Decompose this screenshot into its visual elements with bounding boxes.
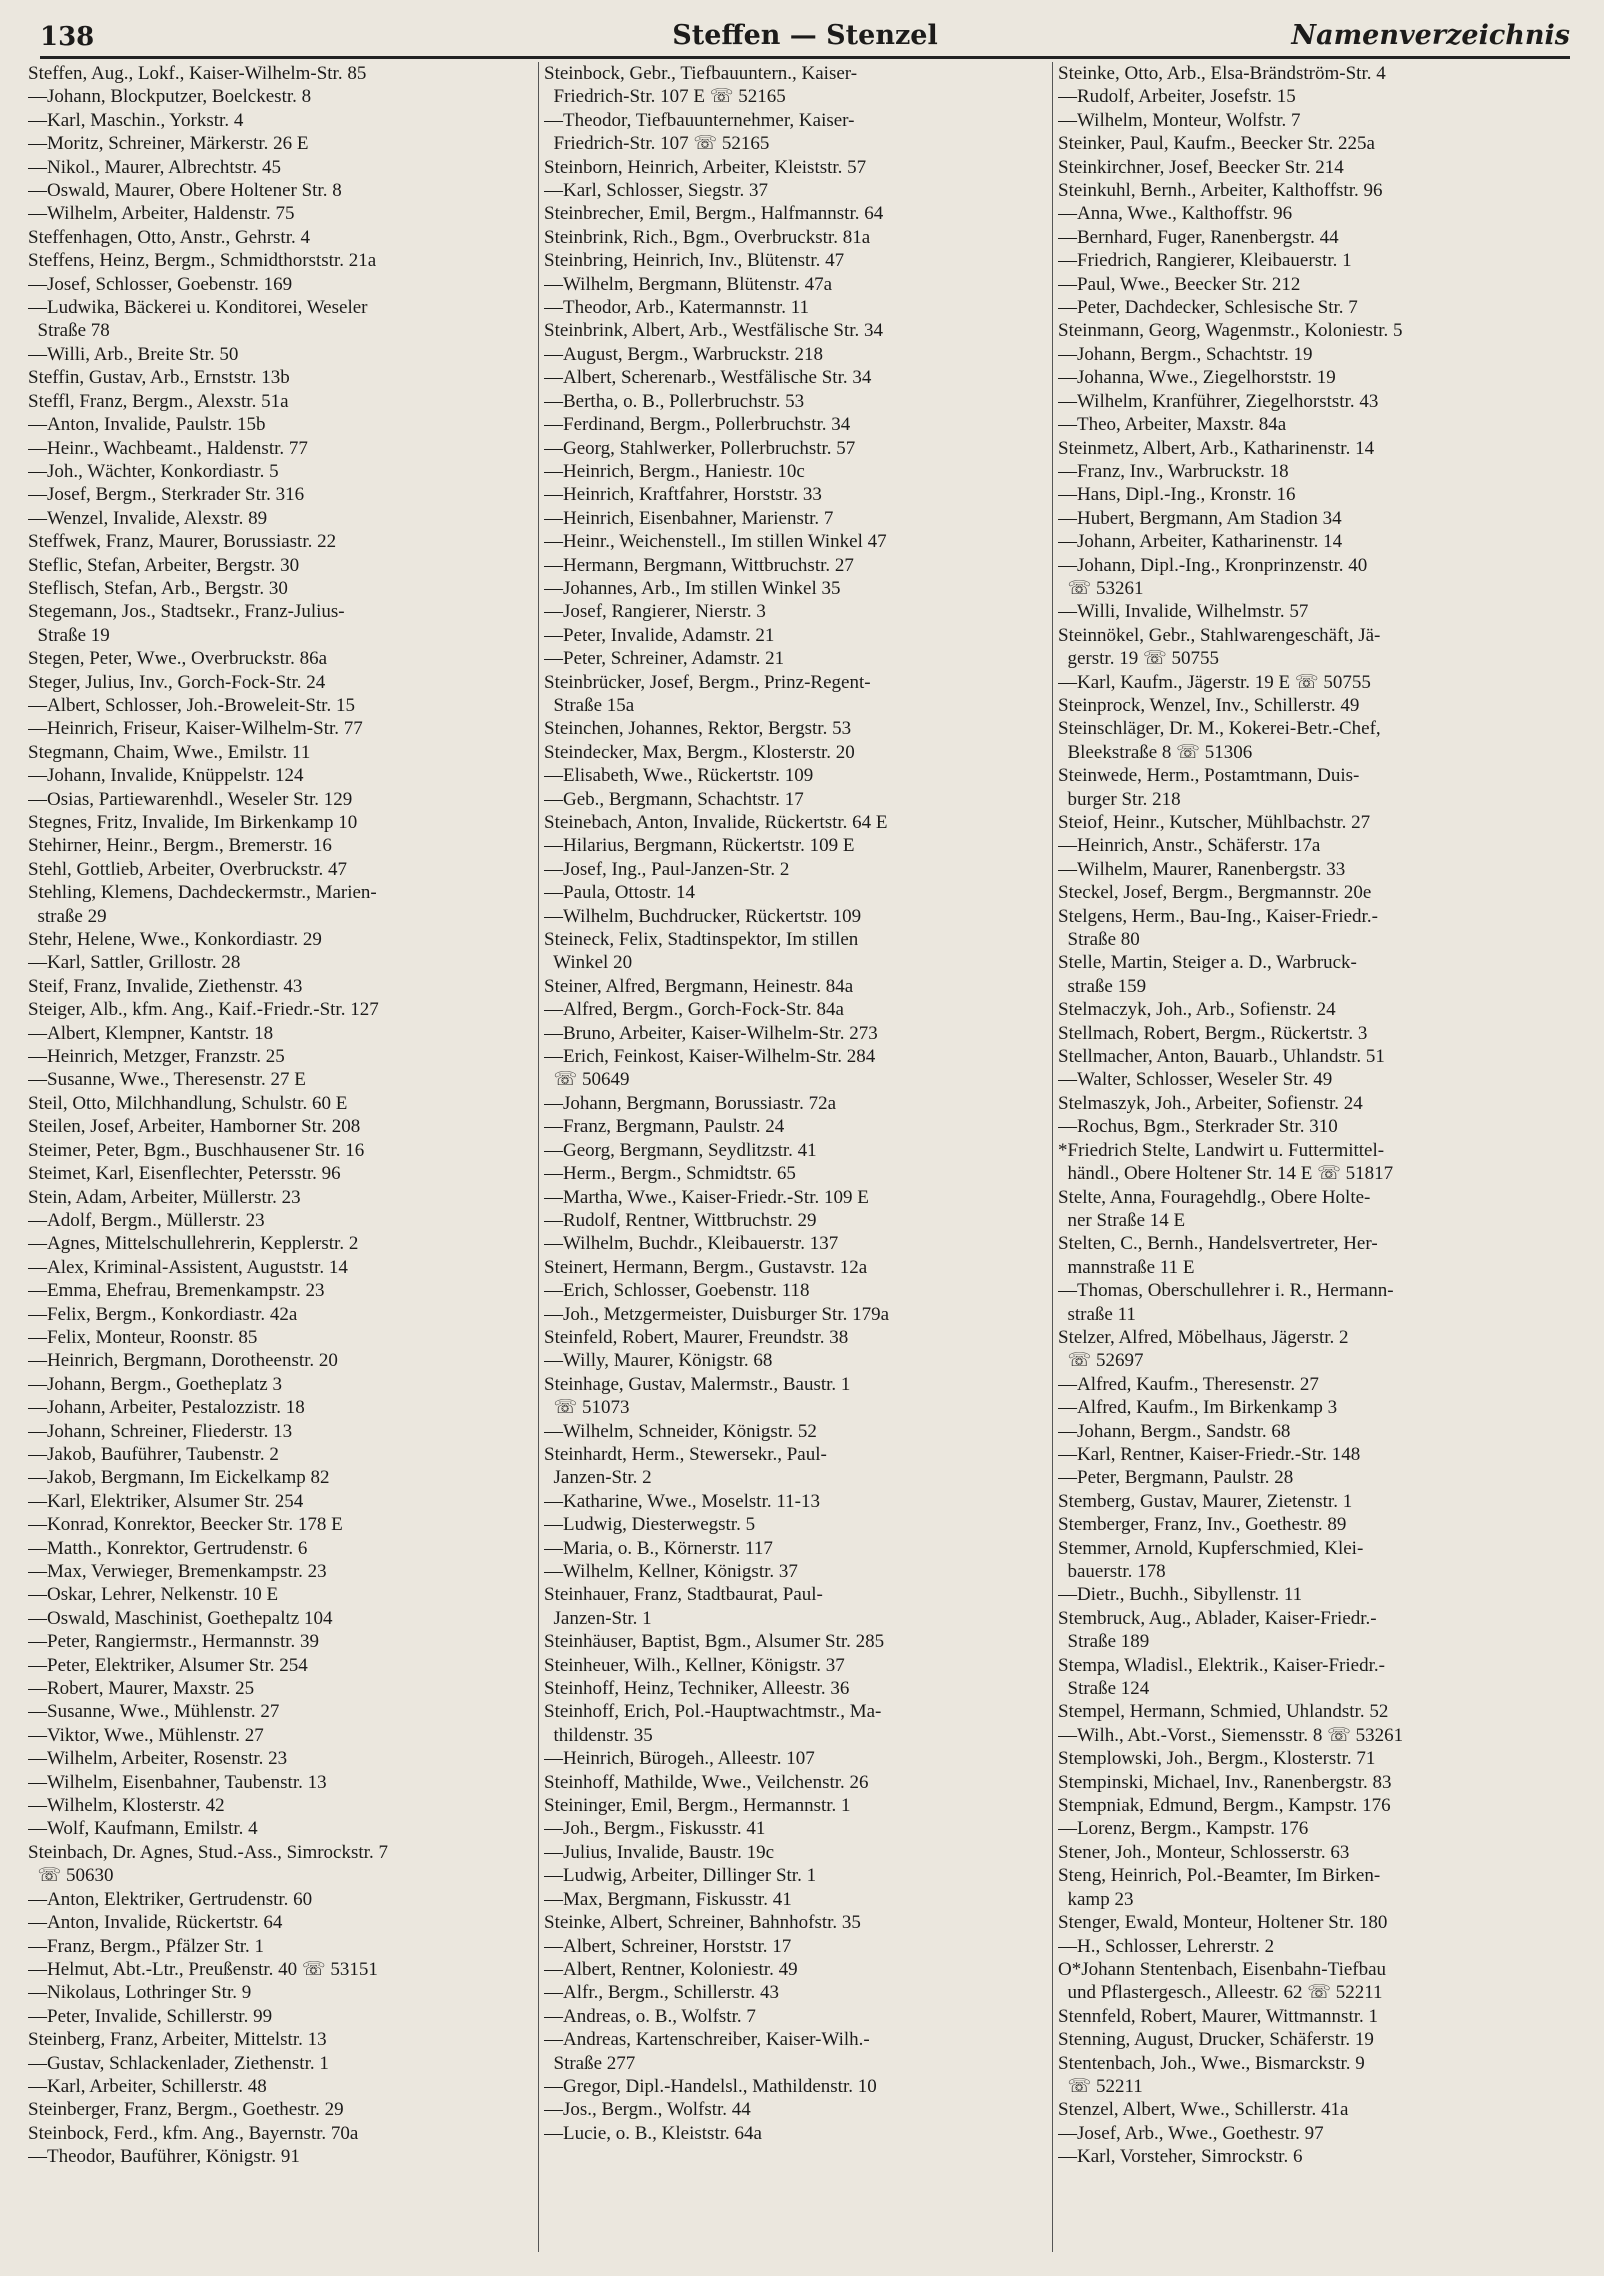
directory-entry: —Wolf, Kaufmann, Emilstr. 4 xyxy=(28,1818,258,1840)
directory-entry: —Wilhelm, Buchdrucker, Rückertstr. 109 xyxy=(544,905,862,927)
directory-entry: —Franz, Inv., Warbruckstr. 18 xyxy=(1058,460,1289,482)
column-divider xyxy=(538,62,539,2252)
directory-entry: —Bruno, Arbeiter, Kaiser-Wilhelm-Str. 273 xyxy=(544,1022,878,1044)
directory-entry: Steinhauer, Franz, Stadtbaurat, Paul- xyxy=(544,1584,823,1606)
directory-entry: —Albert, Rentner, Koloniestr. 49 xyxy=(544,1958,798,1980)
directory-entry: —Wilhelm, Maurer, Ranenbergstr. 33 xyxy=(1058,858,1346,880)
directory-entry: —Johann, Arbeiter, Katharinenstr. 14 xyxy=(1058,531,1343,553)
section-title: Namenverzeichnis xyxy=(1291,20,1570,51)
directory-entry: Steffens, Heinz, Bergm., Schmidthorststr. 21a xyxy=(28,250,377,272)
directory-entry: Steinbrink, Rich., Bgm., Overbruckstr. 81a xyxy=(544,226,871,248)
directory-entry: Stellmacher, Anton, Bauarb., Uhlandstr. 51 xyxy=(1058,1046,1385,1068)
directory-entry: —Heinrich, Bergmann, Dorotheenstr. 20 xyxy=(28,1350,338,1372)
directory-entry: —Alex, Kriminal-Assistent, Auguststr. 14 xyxy=(28,1256,348,1278)
directory-entry: —Katharine, Wwe., Moselstr. 11-13 xyxy=(544,1490,820,1512)
directory-entry: Steinbrink, Albert, Arb., Westfälische Str. 34 xyxy=(544,320,884,342)
directory-entry: —Peter, Invalide, Schillerstr. 99 xyxy=(28,2005,273,2027)
directory-entry: —Ludwika, Bäckerei u. Konditorei, Weseler xyxy=(28,297,368,319)
directory-entry: Steng, Heinrich, Pol.-Beamter, Im Birken- xyxy=(1058,1865,1381,1887)
directory-entry: Stelte, Anna, Fouragehdlg., Obere Holte- xyxy=(1058,1186,1371,1208)
directory-entry: —Bernhard, Fuger, Ranenbergstr. 44 xyxy=(1058,226,1339,248)
directory-entry: —Albert, Schlosser, Joh.-Broweleit-Str. 15 xyxy=(28,694,355,716)
directory-entry: Stelmaczyk, Joh., Arb., Sofienstr. 24 xyxy=(1058,999,1336,1021)
directory-entry: —Anton, Invalide, Paulstr. 15b xyxy=(28,414,266,436)
directory-entry: Stemmer, Arnold, Kupferschmied, Klei- xyxy=(1058,1537,1364,1559)
directory-entry: —Jos., Bergm., Wolfstr. 44 xyxy=(544,2099,751,2121)
directory-entry: ☏ 52211 xyxy=(1058,2075,1143,2097)
directory-entry: —Rudolf, Rentner, Wittbruchstr. 29 xyxy=(544,1209,817,1231)
directory-entry: —Emma, Ehefrau, Bremenkampstr. 23 xyxy=(28,1280,325,1302)
directory-entry: —Johann, Bergmann, Borussiastr. 72a xyxy=(544,1092,837,1114)
directory-entry: händl., Obere Holtener Str. 14 E ☏ 51817 xyxy=(1058,1163,1394,1185)
directory-entry: —Joh., Bergm., Fiskusstr. 41 xyxy=(544,1818,766,1840)
directory-entry: Stellmach, Robert, Bergm., Rückertstr. 3 xyxy=(1058,1022,1368,1044)
directory-entry: —Theodor, Tiefbauunternehmer, Kaiser- xyxy=(544,109,855,131)
directory-entry: —Walter, Schlosser, Weseler Str. 49 xyxy=(1058,1069,1333,1091)
directory-entry: Steckel, Josef, Bergm., Bergmannstr. 20e xyxy=(1058,882,1372,904)
directory-entry: Steflic, Stefan, Arbeiter, Bergstr. 30 xyxy=(28,554,300,576)
directory-entry: —Rochus, Bgm., Sterkrader Str. 310 xyxy=(1058,1116,1338,1138)
directory-entry: Stembruck, Aug., Ablader, Kaiser-Friedr.- xyxy=(1058,1607,1377,1629)
directory-entry: —Johanna, Wwe., Ziegelhorststr. 19 xyxy=(1058,367,1336,389)
directory-entry: —Wenzel, Invalide, Alexstr. 89 xyxy=(28,507,268,529)
directory-entry: —Josef, Schlosser, Goebenstr. 169 xyxy=(28,273,293,295)
header-rule xyxy=(40,56,1570,59)
directory-entry: —Adolf, Bergm., Müllerstr. 23 xyxy=(28,1209,265,1231)
directory-entry: Steffl, Franz, Bergm., Alexstr. 51a xyxy=(28,390,289,412)
directory-entry: —Lucie, o. B., Kleiststr. 64a xyxy=(544,2122,762,2144)
directory-entry: Steinmetz, Albert, Arb., Katharinenstr. 14 xyxy=(1058,437,1375,459)
directory-entry: Straße 78 xyxy=(28,320,110,342)
directory-entry: —Max, Verwieger, Bremenkampstr. 23 xyxy=(28,1561,327,1582)
directory-entry: Steger, Julius, Inv., Gorch-Fock-Str. 24 xyxy=(28,671,326,693)
page-header xyxy=(40,14,1570,58)
directory-entry: —Anton, Elektriker, Gertrudenstr. 60 xyxy=(28,1888,313,1910)
directory-entry: —Wilh., Abt.-Vorst., Siemensstr. 8 ☏ 53261 xyxy=(1058,1724,1404,1746)
directory-entry: —Heinrich, Anstr., Schäferstr. 17a xyxy=(1058,835,1321,857)
directory-entry: ☏ 50649 xyxy=(544,1069,630,1091)
directory-entry: Straße 124 xyxy=(1058,1678,1150,1700)
directory-entry: Stempa, Wladisl., Elektrik., Kaiser-Friedr.- xyxy=(1058,1654,1385,1676)
directory-entry: Steinheuer, Wilh., Kellner, Königstr. 37 xyxy=(544,1654,845,1676)
directory-entry: Steinhage, Gustav, Malermstr., Baustr. 1 xyxy=(544,1373,851,1395)
directory-entry: —Martha, Wwe., Kaiser-Friedr.-Str. 109 E xyxy=(544,1186,869,1208)
directory-entry: ☏ 51073 xyxy=(544,1397,630,1419)
directory-entry: —Karl, Rentner, Kaiser-Friedr.-Str. 148 xyxy=(1058,1443,1361,1465)
directory-entry: Steffenhagen, Otto, Anstr., Gehrstr. 4 xyxy=(28,226,310,248)
directory-entry: Steinbach, Dr. Agnes, Stud.-Ass., Simrockstr. 7 xyxy=(28,1841,388,1863)
directory-entry: Steif, Franz, Invalide, Ziethenstr. 43 xyxy=(28,975,303,997)
directory-entry: Stempinski, Michael, Inv., Ranenbergstr. 83 xyxy=(1058,1771,1392,1793)
directory-entry: —Heinr., Weichenstell., Im stillen Winkel 47 xyxy=(544,531,887,553)
directory-entry: —Heinrich, Bürogeh., Alleestr. 107 xyxy=(544,1748,815,1770)
directory-entry: —Johann, Bergm., Sandstr. 68 xyxy=(1058,1420,1291,1442)
directory-entry: Steinke, Otto, Arb., Elsa-Brändström-Str. 4 xyxy=(1058,63,1386,84)
directory-entry: Steinberger, Franz, Bergm., Goethestr. 29 xyxy=(28,2099,344,2121)
directory-column-3 xyxy=(1058,62,1558,2262)
directory-entry: —Wilhelm, Schneider, Königstr. 52 xyxy=(544,1420,817,1442)
directory-entry: Steinborn, Heinrich, Arbeiter, Kleiststr. 57 xyxy=(544,156,867,178)
directory-entry: —Maria, o. B., Körnerstr. 117 xyxy=(544,1537,773,1559)
directory-entry: mannstraße 11 E xyxy=(1058,1256,1195,1278)
directory-entry: Janzen-Str. 1 xyxy=(544,1607,652,1629)
directory-entry: —Alfr., Bergm., Schillerstr. 43 xyxy=(544,1982,780,2004)
directory-entry: —August, Bergm., Warbruckstr. 218 xyxy=(544,343,824,365)
directory-entry: —Susanne, Wwe., Mühlenstr. 27 xyxy=(28,1701,280,1723)
directory-entry: —H., Schlosser, Lehrerstr. 2 xyxy=(1058,1935,1275,1957)
directory-entry: —Ludwig, Diesterwegstr. 5 xyxy=(544,1514,756,1536)
directory-entry: Steimer, Peter, Bgm., Buschhausener Str. 16 xyxy=(28,1139,365,1161)
directory-entry: Steinwede, Herm., Postamtmann, Duis- xyxy=(1058,765,1360,787)
directory-entry: —Karl, Kaufm., Jägerstr. 19 E ☏ 50755 xyxy=(1058,671,1371,693)
directory-entry: —Viktor, Wwe., Mühlenstr. 27 xyxy=(28,1724,264,1746)
directory-entry: —Hans, Dipl.-Ing., Kronstr. 16 xyxy=(1058,484,1296,506)
directory-entry: —Max, Bergmann, Fiskusstr. 41 xyxy=(544,1888,792,1910)
directory-entry: ner Straße 14 E xyxy=(1058,1209,1186,1231)
directory-entry: Steffwek, Franz, Maurer, Borussiastr. 22 xyxy=(28,531,337,553)
directory-entry: —Willi, Invalide, Wilhelmstr. 57 xyxy=(1058,601,1309,623)
directory-entry: straße 29 xyxy=(28,905,107,927)
directory-entry: Steinke, Albert, Schreiner, Bahnhofstr. 35 xyxy=(544,1912,861,1934)
page-number: 138 xyxy=(40,22,95,52)
directory-entry: burger Str. 218 xyxy=(1058,788,1181,810)
directory-entry: Steinchen, Johannes, Rektor, Bergstr. 53 xyxy=(544,718,852,740)
directory-entry: —Wilhelm, Bergmann, Blütenstr. 47a xyxy=(544,273,833,295)
directory-entry: Stehirner, Heinr., Bergm., Bremerstr. 16 xyxy=(28,835,332,857)
directory-entry: Steinhoff, Erich, Pol.-Hauptwachtmstr., Ma- xyxy=(544,1701,882,1723)
directory-entry: Steineck, Felix, Stadtinspektor, Im stillen xyxy=(544,929,859,951)
directory-entry: —Wilhelm, Klosterstr. 42 xyxy=(28,1795,225,1817)
directory-entry: Steinbock, Gebr., Tiefbauuntern., Kaiser- xyxy=(544,63,858,84)
directory-entry: —Nikolaus, Lothringer Str. 9 xyxy=(28,1982,252,2004)
directory-entry: —Anna, Wwe., Kalthoffstr. 96 xyxy=(1058,203,1293,225)
directory-entry: —Johann, Dipl.-Ing., Kronprinzenstr. 40 xyxy=(1058,554,1368,576)
directory-entry: —Johann, Arbeiter, Pestalozzistr. 18 xyxy=(28,1397,305,1419)
directory-entry: Steiof, Heinr., Kutscher, Mühlbachstr. 27 xyxy=(1058,812,1371,833)
directory-entry: Stelmaszyk, Joh., Arbeiter, Sofienstr. 24 xyxy=(1058,1092,1363,1114)
directory-entry: —Hermann, Bergmann, Wittbruchstr. 27 xyxy=(544,554,854,576)
directory-entry: —Gustav, Schlackenlader, Ziethenstr. 1 xyxy=(28,2052,329,2074)
directory-entry: Stegmann, Chaim, Wwe., Emilstr. 11 xyxy=(28,741,311,763)
directory-entry: Stehr, Helene, Wwe., Konkordiastr. 29 xyxy=(28,929,322,951)
directory-entry: —Josef, Bergm., Sterkrader Str. 316 xyxy=(28,484,305,506)
directory-entry: —Franz, Bergm., Pfälzer Str. 1 xyxy=(28,1935,265,1957)
directory-entry: thildenstr. 35 xyxy=(544,1724,653,1746)
directory-entry: Stegen, Peter, Wwe., Overbruckstr. 86a xyxy=(28,648,328,670)
directory-entry: —Nikol., Maurer, Albrechtstr. 45 xyxy=(28,156,282,178)
directory-entry: Janzen-Str. 2 xyxy=(544,1467,652,1489)
directory-entry: —Josef, Ing., Paul-Janzen-Str. 2 xyxy=(544,858,790,880)
directory-entry: —Alfred, Bergm., Gorch-Fock-Str. 84a xyxy=(544,999,844,1021)
directory-entry: —Peter, Invalide, Adamstr. 21 xyxy=(544,624,775,646)
directory-entry: —Johann, Schreiner, Fliederstr. 13 xyxy=(28,1420,293,1442)
directory-entry: —Joh., Metzgermeister, Duisburger Str. 179a xyxy=(544,1303,890,1325)
directory-entry: —Wilhelm, Buchdr., Kleibauerstr. 137 xyxy=(544,1233,839,1255)
directory-entry: Steinmann, Georg, Wagenmstr., Koloniestr. 5 xyxy=(1058,320,1403,342)
directory-entry: —Peter, Rangiermstr., Hermannstr. 39 xyxy=(28,1631,320,1653)
directory-entry: Straße 80 xyxy=(1058,929,1140,951)
directory-entry: Steil, Otto, Milchhandlung, Schulstr. 60 E xyxy=(28,1092,348,1114)
directory-entry: Steinschläger, Dr. M., Kokerei-Betr.-Chef, xyxy=(1058,718,1381,740)
directory-entry: —Alfred, Kaufm., Theresenstr. 27 xyxy=(1058,1373,1319,1395)
directory-entry: —Bertha, o. B., Pollerbruchstr. 53 xyxy=(544,390,805,412)
directory-entry: —Jakob, Bergmann, Im Eickelkamp 82 xyxy=(28,1467,330,1489)
directory-column-1 xyxy=(28,62,528,2262)
directory-entry: —Elisabeth, Wwe., Rückertstr. 109 xyxy=(544,765,814,787)
directory-entry: Stehling, Klemens, Dachdeckermstr., Marien- xyxy=(28,882,377,904)
directory-entry: —Karl, Maschin., Yorkstr. 4 xyxy=(28,109,244,131)
directory-entry: —Franz, Bergmann, Paulstr. 24 xyxy=(544,1116,785,1138)
directory-entry: *Friedrich Stelte, Landwirt u. Futtermittel- xyxy=(1058,1139,1385,1161)
directory-entry: Stein, Adam, Arbeiter, Müllerstr. 23 xyxy=(28,1186,301,1208)
directory-entry: —Felix, Bergm., Konkordiastr. 42a xyxy=(28,1303,298,1325)
directory-entry: Friedrich-Str. 107 ☏ 52165 xyxy=(544,133,770,155)
directory-entry: Stemberg, Gustav, Maurer, Zietenstr. 1 xyxy=(1058,1490,1353,1512)
directory-entry: —Wilhelm, Eisenbahner, Taubenstr. 13 xyxy=(28,1771,327,1793)
directory-entry: —Albert, Scherenarb., Westfälische Str. 34 xyxy=(544,367,872,389)
directory-entry: Steinhäuser, Baptist, Bgm., Alsumer Str. 285 xyxy=(544,1631,885,1653)
directory-entry: —Osias, Partiewarenhdl., Weseler Str. 129 xyxy=(28,788,353,810)
directory-entry: —Herm., Bergm., Schmidtstr. 65 xyxy=(544,1163,796,1185)
directory-entry: und Pflastergesch., Alleestr. 62 ☏ 52211 xyxy=(1058,1982,1383,2004)
directory-entry: —Dietr., Buchh., Sibyllenstr. 11 xyxy=(1058,1584,1303,1606)
directory-entry: —Johannes, Arb., Im stillen Winkel 35 xyxy=(544,577,841,599)
directory-entry: —Karl, Schlosser, Siegstr. 37 xyxy=(544,180,769,202)
directory-entry: Steinfeld, Robert, Maurer, Freundstr. 38 xyxy=(544,1326,849,1348)
directory-entry: —Felix, Monteur, Roonstr. 85 xyxy=(28,1326,258,1348)
directory-entry: Stelten, C., Bernh., Handelsvertreter, Her- xyxy=(1058,1233,1378,1255)
directory-entry: Steinnökel, Gebr., Stahlwarengeschäft, Jä- xyxy=(1058,624,1381,646)
directory-entry: straße 11 xyxy=(1058,1303,1136,1325)
directory-entry: —Karl, Arbeiter, Schillerstr. 48 xyxy=(28,2075,267,2097)
page-title: Steffen — Stenzel xyxy=(672,20,938,51)
directory-entry: —Hubert, Bergmann, Am Stadion 34 xyxy=(1058,507,1342,529)
directory-entry: —Willi, Arb., Breite Str. 50 xyxy=(28,343,239,365)
directory-entry: —Ludwig, Arbeiter, Dillinger Str. 1 xyxy=(544,1865,817,1887)
directory-entry: Friedrich-Str. 107 E ☏ 52165 xyxy=(544,86,786,108)
directory-entry: Steindecker, Max, Bergm., Klosterstr. 20 xyxy=(544,741,855,763)
directory-entry: —Lorenz, Bergm., Kampstr. 176 xyxy=(1058,1818,1309,1840)
directory-entry: straße 159 xyxy=(1058,975,1147,997)
directory-entry: —Karl, Sattler, Grillostr. 28 xyxy=(28,952,241,974)
directory-entry: —Georg, Bergmann, Seydlitzstr. 41 xyxy=(544,1139,817,1161)
directory-entry: Stehl, Gottlieb, Arbeiter, Overbruckstr. 47 xyxy=(28,858,348,880)
directory-entry: —Georg, Stahlwerker, Pollerbruchstr. 57 xyxy=(544,437,856,459)
directory-entry: —Johann, Bergm., Schachtstr. 19 xyxy=(1058,343,1313,365)
directory-entry: ☏ 50630 xyxy=(28,1865,114,1887)
directory-entry: bauerstr. 178 xyxy=(1058,1561,1166,1582)
directory-entry: —Josef, Arb., Wwe., Goethestr. 97 xyxy=(1058,2122,1324,2144)
directory-entry: Steinprock, Wenzel, Inv., Schillerstr. 49 xyxy=(1058,694,1360,716)
directory-entry: Stennfeld, Robert, Maurer, Wittmannstr. 1 xyxy=(1058,2005,1379,2027)
directory-entry: —Oskar, Lehrer, Nelkenstr. 10 E xyxy=(28,1584,279,1606)
directory-entry: —Julius, Invalide, Baustr. 19c xyxy=(544,1841,775,1863)
directory-entry: Steinert, Hermann, Bergm., Gustavstr. 12a xyxy=(544,1256,868,1278)
directory-entry: Steinbrecher, Emil, Bergm., Halfmannstr. 64 xyxy=(544,203,884,225)
directory-entry: —Paula, Ottostr. 14 xyxy=(544,882,695,904)
directory-entry: —Johann, Blockputzer, Boelckestr. 8 xyxy=(28,86,312,108)
directory-entry: Stener, Joh., Monteur, Schlosserstr. 63 xyxy=(1058,1841,1350,1863)
directory-entry: Steiner, Alfred, Bergmann, Heinestr. 84a xyxy=(544,975,854,997)
directory-entry: Straße 189 xyxy=(1058,1631,1150,1653)
directory-entry: Steffin, Gustav, Arb., Ernststr. 13b xyxy=(28,367,290,389)
directory-entry: —Agnes, Mittelschullehrerin, Kepplerstr. 2 xyxy=(28,1233,359,1255)
directory-entry: —Oswald, Maschinist, Goethepaltz 104 xyxy=(28,1607,333,1629)
directory-entry: —Erich, Feinkost, Kaiser-Wilhelm-Str. 284 xyxy=(544,1046,876,1068)
directory-entry: Winkel 20 xyxy=(544,952,633,974)
directory-entry: gerstr. 19 ☏ 50755 xyxy=(1058,648,1219,670)
directory-entry: Stelzer, Alfred, Möbelhaus, Jägerstr. 2 xyxy=(1058,1326,1349,1348)
directory-entry: ☏ 53261 xyxy=(1058,577,1144,599)
directory-entry: —Moritz, Schreiner, Märkerstr. 26 E xyxy=(28,133,309,155)
directory-entry: —Gregor, Dipl.-Handelsl., Mathildenstr. 10 xyxy=(544,2075,877,2097)
directory-entry: Stentenbach, Joh., Wwe., Bismarckstr. 9 xyxy=(1058,2052,1365,2074)
directory-entry: —Jakob, Bauführer, Taubenstr. 2 xyxy=(28,1443,279,1465)
directory-entry: Steinker, Paul, Kaufm., Beecker Str. 225a xyxy=(1058,133,1375,155)
directory-entry: —Heinr., Wachbeamt., Haldenstr. 77 xyxy=(28,437,308,459)
directory-entry: Stemplowski, Joh., Bergm., Klosterstr. 71 xyxy=(1058,1748,1376,1770)
directory-entry: —Ferdinand, Bergm., Pollerbruchstr. 34 xyxy=(544,414,851,436)
directory-entry: Steflisch, Stefan, Arb., Bergstr. 30 xyxy=(28,577,288,599)
directory-entry: —Alfred, Kaufm., Im Birkenkamp 3 xyxy=(1058,1397,1338,1419)
directory-entry: O*Johann Stentenbach, Eisenbahn-Tiefbau xyxy=(1058,1958,1387,1980)
directory-entry: —Erich, Schlosser, Goebenstr. 118 xyxy=(544,1280,810,1302)
directory-entry: —Peter, Schreiner, Adamstr. 21 xyxy=(544,648,785,670)
directory-entry: Steffen, Aug., Lokf., Kaiser-Wilhelm-Str. 85 xyxy=(28,63,367,84)
directory-entry: —Andreas, Kartenschreiber, Kaiser-Wilh.- xyxy=(544,2029,870,2051)
directory-entry: —Wilhelm, Arbeiter, Haldenstr. 75 xyxy=(28,203,295,225)
directory-entry: —Heinrich, Kraftfahrer, Horststr. 33 xyxy=(544,484,822,506)
directory-entry: —Susanne, Wwe., Theresenstr. 27 E xyxy=(28,1069,306,1091)
directory-entry: —Karl, Vorsteher, Simrockstr. 6 xyxy=(1058,2146,1303,2168)
directory-entry: —Albert, Klempner, Kantstr. 18 xyxy=(28,1022,274,1044)
directory-entry: Stelle, Martin, Steiger a. D., Warbruck- xyxy=(1058,952,1357,974)
directory-entry: Stegnes, Fritz, Invalide, Im Birkenkamp 10 xyxy=(28,812,358,833)
directory-entry: Stemberger, Franz, Inv., Goethestr. 89 xyxy=(1058,1514,1347,1536)
directory-entry: Steinkirchner, Josef, Beecker Str. 214 xyxy=(1058,156,1344,178)
directory-entry: Bleekstraße 8 ☏ 51306 xyxy=(1058,741,1253,763)
directory-entry: —Karl, Elektriker, Alsumer Str. 254 xyxy=(28,1490,304,1512)
directory-entry: —Konrad, Konrektor, Beecker Str. 178 E xyxy=(28,1514,343,1536)
directory-entry: —Paul, Wwe., Beecker Str. 212 xyxy=(1058,273,1301,295)
directory-entry: —Oswald, Maurer, Obere Holtener Str. 8 xyxy=(28,180,342,202)
directory-entry: Stelgens, Herm., Bau-Ing., Kaiser-Friedr.- xyxy=(1058,905,1378,927)
directory-entry: Steinbock, Ferd., kfm. Ang., Bayernstr. 70a xyxy=(28,2122,359,2144)
directory-entry: —Joh., Wächter, Konkordiastr. 5 xyxy=(28,460,279,482)
directory-entry: —Rudolf, Arbeiter, Josefstr. 15 xyxy=(1058,86,1296,108)
directory-entry: Steinhoff, Heinz, Techniker, Alleestr. 36 xyxy=(544,1678,850,1700)
directory-entry: Stenning, August, Drucker, Schäferstr. 19 xyxy=(1058,2029,1374,2051)
directory-entry: —Thomas, Oberschullehrer i. R., Hermann- xyxy=(1058,1280,1394,1302)
directory-entry: —Wilhelm, Monteur, Wolfstr. 7 xyxy=(1058,109,1301,131)
directory-entry: —Heinrich, Eisenbahner, Marienstr. 7 xyxy=(544,507,834,529)
directory-entry: —Friedrich, Rangierer, Kleibauerstr. 1 xyxy=(1058,250,1352,272)
directory-entry: —Johann, Invalide, Knüppelstr. 124 xyxy=(28,765,304,787)
directory-entry: Steinbrücker, Josef, Bergm., Prinz-Regent- xyxy=(544,671,871,693)
directory-entry: Steilen, Josef, Arbeiter, Hamborner Str. 208 xyxy=(28,1116,361,1138)
directory-entry: Steimet, Karl, Eisenflechter, Petersstr. 96 xyxy=(28,1163,341,1185)
directory-entry: —Johann, Bergm., Goetheplatz 3 xyxy=(28,1373,282,1395)
directory-entry: —Heinrich, Friseur, Kaiser-Wilhelm-Str. 77 xyxy=(28,718,363,740)
directory-entry: —Heinrich, Metzger, Franzstr. 25 xyxy=(28,1046,285,1068)
directory-entry: —Willy, Maurer, Königstr. 68 xyxy=(544,1350,773,1372)
directory-entry: Stempniak, Edmund, Bergm., Kampstr. 176 xyxy=(1058,1795,1391,1817)
directory-entry: Steinkuhl, Bernh., Arbeiter, Kalthoffstr. 96 xyxy=(1058,180,1383,202)
directory-entry: —Hilarius, Bergmann, Rückertstr. 109 E xyxy=(544,835,855,857)
directory-entry: —Anton, Invalide, Rückertstr. 64 xyxy=(28,1912,283,1934)
directory-entry: —Wilhelm, Arbeiter, Rosenstr. 23 xyxy=(28,1748,288,1770)
directory-entry: Steinbring, Heinrich, Inv., Blütenstr. 47 xyxy=(544,250,845,272)
directory-column-2 xyxy=(544,62,1044,2262)
directory-entry: —Theo, Arbeiter, Maxstr. 84a xyxy=(1058,414,1287,436)
directory-entry: —Peter, Bergmann, Paulstr. 28 xyxy=(1058,1467,1294,1489)
directory-entry: Steinebach, Anton, Invalide, Rückertstr. 64 E xyxy=(544,812,888,833)
directory-entry: —Peter, Dachdecker, Schlesische Str. 7 xyxy=(1058,297,1358,319)
directory-entry: Straße 277 xyxy=(544,2052,636,2074)
directory-entry: kamp 23 xyxy=(1058,1888,1134,1910)
column-divider xyxy=(1052,62,1053,2252)
directory-entry: ☏ 52697 xyxy=(1058,1350,1144,1372)
directory-entry: Stenger, Ewald, Monteur, Holtener Str. 180 xyxy=(1058,1912,1388,1934)
directory-entry: Stempel, Hermann, Schmied, Uhlandstr. 52 xyxy=(1058,1701,1389,1723)
directory-entry: Steinhardt, Herm., Stewersekr., Paul- xyxy=(544,1443,827,1465)
directory-entry: —Wilhelm, Kellner, Königstr. 37 xyxy=(544,1561,798,1582)
directory-entry: —Theodor, Arb., Katermannstr. 11 xyxy=(544,297,810,319)
directory-entry: —Matth., Konrektor, Gertrudenstr. 6 xyxy=(28,1537,308,1559)
directory-entry: Straße 15a xyxy=(544,694,635,716)
directory-entry: Stenzel, Albert, Wwe., Schillerstr. 41a xyxy=(1058,2099,1349,2121)
directory-entry: —Heinrich, Bergm., Haniestr. 10c xyxy=(544,460,805,482)
directory-entry: Steinhoff, Mathilde, Wwe., Veilchenstr. 26 xyxy=(544,1771,869,1793)
directory-entry: —Robert, Maurer, Maxstr. 25 xyxy=(28,1678,255,1700)
directory-entry: —Josef, Rangierer, Nierstr. 3 xyxy=(544,601,766,623)
directory-entry: Steiger, Alb., kfm. Ang., Kaif.-Friedr.-Str. 127 xyxy=(28,999,379,1021)
directory-entry: —Geb., Bergmann, Schachtstr. 17 xyxy=(544,788,804,810)
directory-entry: Stegemann, Jos., Stadtsekr., Franz-Julius- xyxy=(28,601,345,623)
directory-entry: —Andreas, o. B., Wolfstr. 7 xyxy=(544,2005,756,2027)
directory-entry: —Wilhelm, Kranführer, Ziegelhorststr. 43 xyxy=(1058,390,1379,412)
directory-entry: Straße 19 xyxy=(28,624,110,646)
directory-entry: —Albert, Schreiner, Horststr. 17 xyxy=(544,1935,792,1957)
directory-entry: —Helmut, Abt.-Ltr., Preußenstr. 40 ☏ 53151 xyxy=(28,1958,378,1980)
directory-entry: —Peter, Elektriker, Alsumer Str. 254 xyxy=(28,1654,308,1676)
directory-entry: Steininger, Emil, Bergm., Hermannstr. 1 xyxy=(544,1795,851,1817)
directory-entry: —Theodor, Bauführer, Königstr. 91 xyxy=(28,2146,300,2168)
directory-entry: Steinberg, Franz, Arbeiter, Mittelstr. 13 xyxy=(28,2029,327,2051)
